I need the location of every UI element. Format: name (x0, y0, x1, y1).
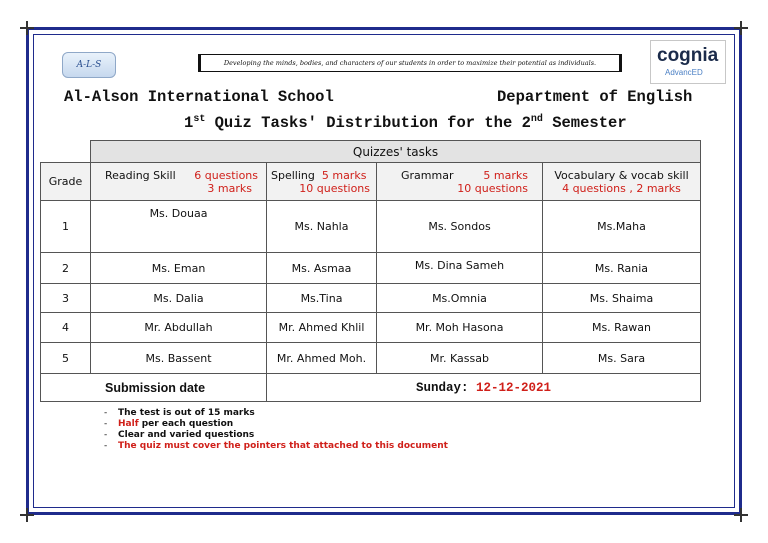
title-sup: st (193, 114, 206, 125)
grade-cell: 5 (41, 343, 91, 374)
school-motto: Developing the minds, bodies, and characters of our students in order to maximize their potential as individuals. (223, 59, 597, 67)
vocab-teacher-cell: Ms. Rawan (543, 313, 701, 343)
table-column-header-row (41, 163, 701, 201)
spelling-detail-b: 10 questions (299, 181, 370, 195)
note-text: The test is out of 15 marks (118, 408, 255, 418)
note-item (104, 408, 448, 419)
school-name: Al-Alson International School (64, 88, 334, 106)
spelling-teacher-cell: Mr. Ahmed Moh. (267, 343, 377, 374)
vocab-teacher-cell: Ms. Sara (543, 343, 701, 374)
reading-teacher-cell: Ms. Eman (91, 253, 267, 284)
grammar-teacher-cell: Mr. Kassab (377, 343, 543, 374)
vocab-detail-a: 4 questions , 2 marks (562, 181, 681, 195)
corner-ornament-bottom-right (734, 508, 748, 522)
vocab-teacher-cell: Ms. Shaima (543, 284, 701, 313)
title-end: Semester (542, 114, 627, 133)
cognia-logo-subtitle: AdvancED (665, 68, 703, 77)
vocab-teacher-cell: Ms.Maha (543, 201, 701, 253)
spelling-name: Spelling (271, 168, 315, 182)
school-logo-text: A-L-S (76, 60, 102, 70)
note-item (104, 430, 448, 441)
group-header-quizzes: Quizzes' tasks (91, 141, 701, 163)
column-header-vocabulary (543, 163, 701, 201)
note-text: Clear and varied questions (118, 430, 255, 440)
notes-list (104, 408, 448, 452)
blank-corner-cell (41, 141, 91, 163)
submission-date-cell (267, 374, 701, 402)
grade-header: Grade (41, 163, 91, 201)
grammar-teacher-cell: Mr. Moh Hasona (377, 313, 543, 343)
submission-day: Sunday: (415, 380, 469, 395)
vocab-name: Vocabulary & vocab skill (554, 168, 689, 182)
cognia-logo (650, 40, 726, 84)
document-title (184, 114, 627, 132)
department-name: Department of English (497, 88, 693, 106)
table-row (41, 343, 701, 374)
note-highlight: Half (118, 419, 139, 429)
spelling-teacher-cell: Ms.Tina (267, 284, 377, 313)
reading-detail-b: 3 marks (207, 181, 252, 195)
table-row (41, 313, 701, 343)
submission-label: Submission date (41, 374, 267, 402)
table-row (41, 253, 701, 284)
spelling-teacher-cell: Ms. Nahla (267, 201, 377, 253)
submission-date: 12-12-2021 (476, 380, 552, 395)
grammar-teacher-cell: Ms. Sondos (377, 201, 543, 253)
grade-cell: 1 (41, 201, 91, 253)
spelling-teacher-cell: Ms. Asmaa (267, 253, 377, 284)
title-sup2: nd (530, 114, 543, 125)
cognia-logo-word: cognia (657, 45, 719, 66)
title-mid: Quiz Tasks' Distribution for the 2 (205, 114, 531, 133)
grammar-detail-a: 5 marks (483, 168, 528, 182)
reading-teacher-cell: Mr. Abdullah (91, 313, 267, 343)
school-motto-banner (198, 54, 622, 72)
note-text-red: The quiz must cover the pointers that attached to this document (118, 441, 448, 451)
table-row (41, 284, 701, 313)
table-group-header-row (41, 141, 701, 163)
column-header-grammar (377, 163, 543, 201)
corner-ornament-top-left (20, 21, 34, 35)
title-num: 1 (184, 114, 194, 133)
reading-detail-a: 6 questions (194, 168, 258, 182)
quiz-tasks-table (40, 140, 701, 402)
column-header-reading (91, 163, 267, 201)
spelling-detail-a: 5 marks (321, 168, 367, 182)
submission-row (41, 374, 701, 402)
reading-teacher-cell: Ms. Dalia (91, 284, 267, 313)
note-item (104, 441, 448, 452)
spelling-teacher-cell: Mr. Ahmed Khlil (267, 313, 377, 343)
table-row (41, 201, 701, 253)
grammar-name: Grammar (401, 168, 454, 182)
note-text: per each question (138, 419, 234, 429)
corner-ornament-bottom-left (20, 508, 34, 522)
reading-name: Reading Skill (105, 168, 176, 182)
reading-teacher-cell: Ms. Douaa (91, 201, 267, 253)
reading-teacher-cell: Ms. Bassent (91, 343, 267, 374)
grade-cell: 2 (41, 253, 91, 284)
grade-cell: 4 (41, 313, 91, 343)
column-header-spelling (267, 163, 377, 201)
note-item (104, 419, 448, 430)
corner-ornament-top-right (734, 21, 748, 35)
grade-cell: 3 (41, 284, 91, 313)
grammar-teacher-cell: Ms.Omnia (377, 284, 543, 313)
vocab-teacher-cell: Ms. Rania (543, 253, 701, 284)
school-logo (62, 52, 116, 78)
grammar-teacher-cell: Ms. Dina Sameh (377, 253, 543, 284)
grammar-detail-b: 10 questions (457, 181, 528, 195)
